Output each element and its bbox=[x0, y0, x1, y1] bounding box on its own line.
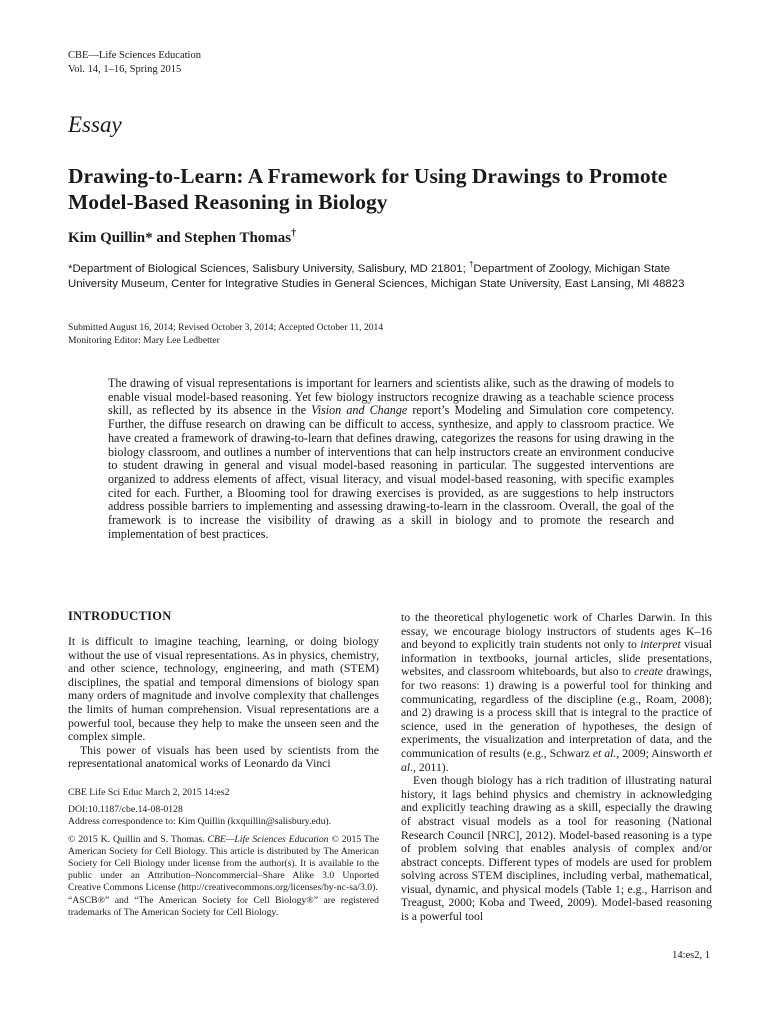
affiliation-text: Department of Biological Sciences, Salisbury University, Salisbury, MD 21801; bbox=[72, 263, 469, 275]
author-name: Stephen Thomas bbox=[184, 230, 292, 246]
author-mark: † bbox=[291, 228, 297, 239]
author-list bbox=[68, 228, 296, 248]
affiliation-mark: † bbox=[468, 260, 474, 270]
right-column bbox=[401, 611, 712, 924]
submission-dates bbox=[68, 321, 383, 347]
journal-name: CBE—Life Sciences Education bbox=[68, 50, 201, 61]
article-title: Drawing-to-Learn: A Framework for Using Drawings to Promote Model-Based Reasoning in Biology bbox=[68, 164, 668, 214]
doi: DOI:10.1187/cbe.14-08-0128 bbox=[68, 804, 183, 816]
license-text: © 2015 K. Quillin and S. Thomas. CBE—Life Sciences Education © 2015 The American Society for Cell Biology. This article is distributed by The American Society for Cell Biology under license from the author(s). It is available to the public under an Attribution–Noncommercial–Share Alike 3.0 Unported Creative Commons License (http://creativecommons.org/licenses/by-nc-sa/3.0). bbox=[68, 833, 379, 894]
paragraph: This power of visuals has been used by scientists from the representational anatomical works of Leonardo da Vinci bbox=[68, 743, 379, 771]
journal-header bbox=[68, 49, 201, 77]
trademark-notice: “ASCB®” and “The American Society for Cell Biology®” are registered trademarks of The American Society for Cell Biology. bbox=[68, 894, 379, 918]
affiliation-mark: * bbox=[68, 263, 73, 275]
abstract-text: report’s Modeling and Simulation core competency. Further, the diffuse research on drawing can be difficult to access, synthesize, and apply to classroom practice. We have created a framework of drawing-to-learn that defines drawing, categorizes the reasons for using drawing in the biology classroom, and outlines a number of interventions that can help instructors create an environment conducive to student drawing in general and visual model-based reasoning in particular. The suggested interventions are organized to address elements of affect, visual literacy, and visual model-based reasoning, with specific examples cited for each. Further, a Blooming tool for drawing exercises is provided, as are suggestions to help instructors address possible barriers to implementing and assessing drawing-to-learn in the classroom. Overall, the goal of the framework is to increase the visibility of drawing as a skill in biology and to promote the research and implementation of best practices. bbox=[108, 403, 674, 541]
introduction-heading: INTRODUCTION bbox=[68, 609, 172, 623]
paragraph: It is difficult to imagine teaching, learning, or doing biology without the use of visual representations. As in physics, chemistry, and other science, technology, engineering, and math (STEM) disciplines, the spatial and temporal dimensions of biology span many orders of magnitude and involve complexity that challenges the limits of human comprehension. Visual representations are a powerful tool, because they help to make the unseen seen and the complex simple. bbox=[68, 635, 379, 744]
left-column bbox=[68, 608, 379, 919]
journal-volume: Vol. 14, 1–16, Spring 2015 bbox=[68, 64, 182, 75]
article-footnote bbox=[68, 787, 379, 919]
abstract-text: The drawing of visual representations is important for learners and scientists alike, such as the drawing of models to enable visual model-based reasoning. Yet few biology instructors recognize drawing as a teachable science process skill, as reflected by its absence in the bbox=[108, 376, 674, 418]
paragraph: Even though biology has a rich tradition of illustrating natural history, it lags behind physics and chemistry in acknowledging and explicitly teaching drawing as a skill, especially the drawing of abstract visual models as a tool for reasoning (National Research Council [NRC], 2012). Model-based reasoning is a type of problem solving that enables analysis of complex and/or abstract concepts. Different types of models are used for problem solving across STEM disciplines, including verbal, mathematical, visual, dynamic, and physical models (Table 1; e.g., Harrison and Treagust, 2000; Koba and Tweed, 2009). Model-based reasoning is a powerful tool bbox=[401, 774, 712, 924]
affiliations bbox=[68, 262, 708, 291]
page-number: 14:es2, 1 bbox=[672, 950, 710, 961]
author-name: Kim Quillin bbox=[68, 230, 146, 246]
citation: CBE Life Sci Educ March 2, 2015 14:es2 bbox=[68, 786, 230, 798]
author-connector: and bbox=[152, 230, 185, 246]
correspondence: Address correspondence to: Kim Quillin (kxquillin@salisbury.edu). bbox=[68, 816, 332, 828]
monitoring-editor: Monitoring Editor: Mary Lee Ledbetter bbox=[68, 335, 220, 346]
abstract bbox=[108, 377, 674, 541]
paragraph: to the theoretical phylogenetic work of Charles Darwin. In this essay, we encourage biology instructors of students ages K–16 and beyond to explicitly train students not only to interpret visual information in textbooks, journal articles, slide presentations, websites, and classroom whiteboards, but also to create drawings, for two reasons: 1) drawing is a powerful tool for thinking and communicating, regardless of the discipline (e.g., Roam, 2008); and 2) drawing is a process skill that is integral to the practice of science, used in the generation of hypotheses, the design of experiments, the visualization and interpretation of data, and the communication of results (e.g., Schwarz et al., 2009; Ainsworth et al., 2011). bbox=[401, 611, 713, 774]
section-label: Essay bbox=[68, 112, 122, 137]
submission-history: Submitted August 16, 2014; Revised October 3, 2014; Accepted October 11, 2014 bbox=[68, 322, 384, 333]
abstract-italic: Vision and Change bbox=[311, 403, 408, 418]
affiliation-text: Department of Zoology, Michigan State University Museum, Center for Integrative Studies in General Sciences, Michigan State University, East Lansing, MI 48823 bbox=[68, 263, 685, 290]
author-mark: * bbox=[145, 230, 153, 246]
